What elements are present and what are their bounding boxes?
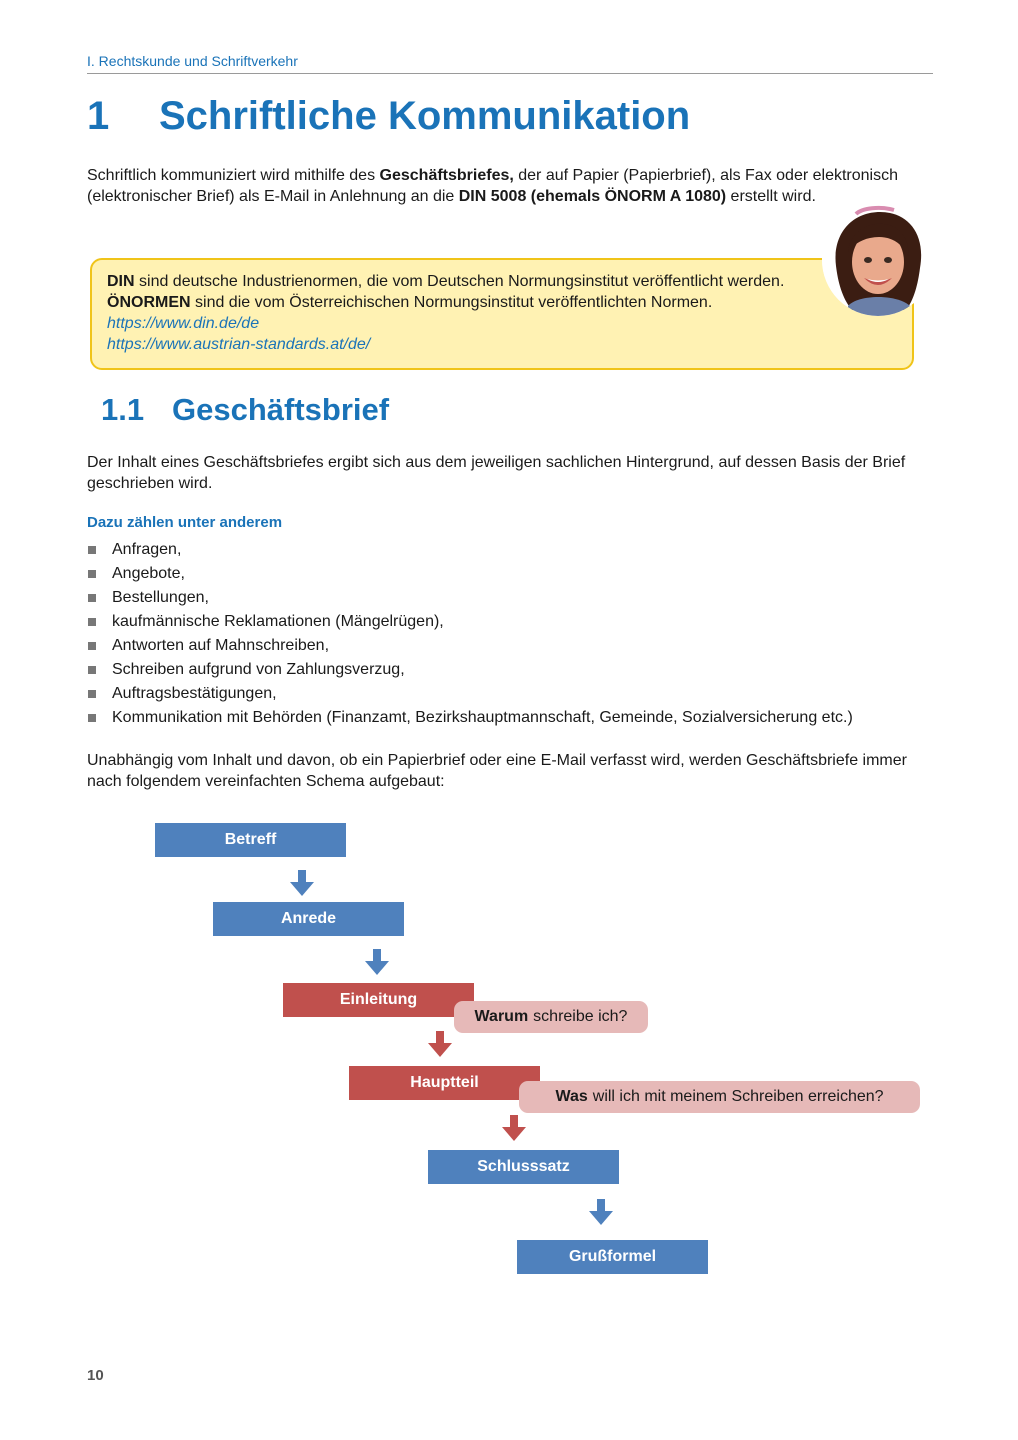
intro-bold-2: DIN 5008 (ehemals ÖNORM A 1080): [458, 188, 727, 205]
callout-din-text: sind deutsche Industrienormen, die vom Deutschen Normungsinstitut veröffentlicht werden.: [134, 273, 785, 290]
step-einleitung: Einleitung: [283, 983, 474, 1017]
list-item: [87, 706, 853, 730]
section-title-text: Geschäftsbrief: [172, 392, 390, 427]
step-hauptteil: Hauptteil: [349, 1066, 540, 1100]
callout-onorm-text: sind die vom Österreichischen Normungsinstitut veröffentlichten Normen.: [190, 294, 713, 311]
question-bubble-why: [454, 1001, 648, 1033]
list-item-text: Bestellungen,: [112, 589, 209, 606]
list-item: [87, 658, 853, 682]
bullet-square-icon: [88, 690, 96, 698]
list-item-text: Anfragen,: [112, 541, 182, 558]
list-item: [87, 538, 853, 562]
list-item: [87, 682, 853, 706]
section-intro-paragraph: Der Inhalt eines Geschäftsbriefes ergibt sich aus dem jeweiligen sachlichen Hintergrund, auf dessen Basis der Brief geschrieben wird.: [87, 454, 906, 492]
arrow-down-icon: [365, 949, 389, 975]
step-grussformel: Grußformel: [517, 1240, 708, 1274]
list-item: [87, 610, 853, 634]
avatar-illustration: [822, 204, 934, 316]
callout-onorm-term: ÖNORMEN: [107, 294, 191, 311]
arrow-down-icon: [502, 1115, 526, 1141]
step-schlusssatz: Schlusssatz: [428, 1150, 619, 1184]
info-callout-text: [107, 271, 847, 355]
callout-onorm-line: [107, 292, 847, 313]
link-din[interactable]: https://www.din.de/de: [107, 315, 260, 332]
bullet-square-icon: [88, 642, 96, 650]
callout-din-line: [107, 271, 847, 292]
bullet-square-icon: [88, 594, 96, 602]
list-item-text: Kommunikation mit Behörden (Finanzamt, Bezirkshauptmannschaft, Gemeinde, Sozialversicherung etc.): [112, 709, 853, 726]
bullet-square-icon: [88, 570, 96, 578]
header-divider: [87, 73, 933, 74]
arrow-down-icon: [428, 1031, 452, 1057]
list-item: [87, 586, 853, 610]
bullet-square-icon: [88, 546, 96, 554]
intro-paragraph: [87, 165, 899, 207]
chapter-number: 1: [87, 94, 110, 138]
chapter-title-text: Schriftliche Kommunikation: [159, 94, 691, 138]
chapter-title: [87, 94, 690, 139]
bullet-square-icon: [88, 618, 96, 626]
step-betreff: Betreff: [155, 823, 346, 857]
list-heading: Dazu zählen unter anderem: [87, 514, 283, 531]
intro-text-3: erstellt wird.: [726, 188, 816, 205]
list-item-text: Antworten auf Mahnschreiben,: [112, 637, 330, 654]
letter-types-list: [87, 538, 853, 730]
section-number: 1.1: [101, 392, 145, 427]
section-title: [101, 392, 389, 428]
question-bubble-what: [519, 1081, 920, 1113]
list-item-text: Schreiben aufgrund von Zahlungsverzug,: [112, 661, 405, 678]
bubble-why-bold: Warum: [474, 1008, 529, 1025]
list-item-text: Angebote,: [112, 565, 185, 582]
bullet-square-icon: [88, 714, 96, 722]
list-item-text: kaufmännische Reklamationen (Mängelrügen),: [112, 613, 444, 630]
bubble-what-bold: Was: [555, 1088, 588, 1105]
running-header: I. Rechtskunde und Schriftverkehr: [87, 53, 298, 69]
bullet-square-icon: [88, 666, 96, 674]
intro-text-2: der auf Papier (Papierbrief), als Fax oder elektronisch (elektronischer Brief) als E-Mail in Anlehnung an die: [87, 167, 898, 205]
list-item: [87, 634, 853, 658]
callout-din-term: DIN: [107, 273, 135, 290]
bubble-what-text: will ich mit meinem Schreiben erreichen?: [592, 1088, 884, 1105]
arrow-down-icon: [290, 870, 314, 896]
list-item-text: Auftragsbestätigungen,: [112, 685, 277, 702]
link-austrian-standards[interactable]: https://www.austrian-standards.at/de/: [107, 336, 371, 353]
schema-intro-paragraph: Unabhängig vom Inhalt und davon, ob ein Papierbrief oder eine E-Mail verfasst wird, werden Geschäftsbriefe immer nach folgendem vereinfachten Schema aufgebaut:: [87, 752, 907, 790]
list-item: [87, 562, 853, 586]
page-number: 10: [87, 1367, 104, 1384]
author-avatar: [822, 204, 934, 316]
bubble-why-text: schreibe ich?: [533, 1008, 628, 1025]
intro-text-1: Schriftlich kommuniziert wird mithilfe des: [87, 167, 380, 184]
arrow-down-icon: [589, 1199, 613, 1225]
step-anrede: Anrede: [213, 902, 404, 936]
intro-bold-1: Geschäftsbriefes,: [379, 167, 514, 184]
